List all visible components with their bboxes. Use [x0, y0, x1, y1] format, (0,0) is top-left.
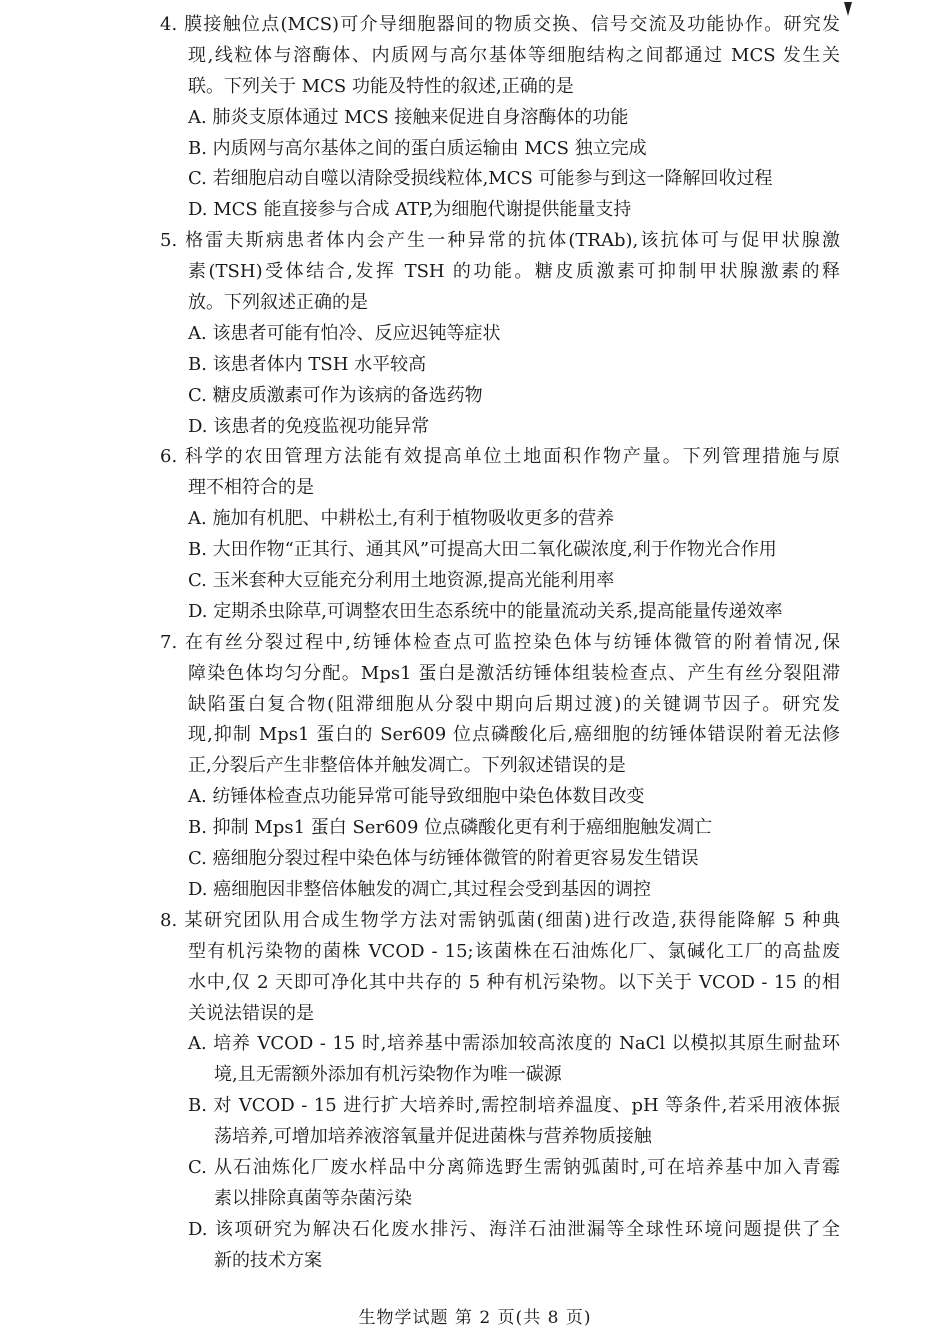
question-stem-line: 理不相符合的是 [188, 477, 314, 499]
answer-option-line: 境,且无需额外添加有机污染物作为唯一碳源 [214, 1064, 562, 1086]
question-stem-line: 素(TSH)受体结合,发挥 TSH 的功能。糖皮质激素可抑制甲状腺激素的释 [188, 261, 840, 283]
answer-option-line: C. 糖皮质激素可作为该病的备选药物 [188, 384, 483, 406]
answer-option-line: B. 内质网与高尔基体之间的蛋白质运输由 MCS 独立完成 [188, 137, 647, 159]
question-item [160, 226, 840, 442]
question-stem-line: 现,线粒体与溶酶体、内质网与高尔基体等细胞结构之间都通过 MCS 发生关 [188, 44, 840, 66]
question-item [160, 442, 840, 627]
question-stem-line: 4. 膜接触位点(MCS)可介导细胞器间的物质交换、信号交流及功能协作。研究发 [160, 14, 840, 35]
question-stem-line: 水中,仅 2 天即可净化其中共存的 5 种有机污染物。以下关于 VCOD - 15 的相 [188, 971, 840, 993]
question-stem-line: 障染色体均匀分配。Mps1 蛋白是激活纺锤体组装检查点、产生有丝分裂阻滞 [188, 662, 840, 684]
answer-option-line: B. 该患者体内 TSH 水平较高 [188, 353, 427, 375]
answer-option-line: 荡培养,可增加培养液溶氧量并促进菌株与营养物质接触 [214, 1126, 652, 1148]
question-list [160, 10, 840, 1277]
answer-option-line: A. 纺锤体检查点功能异常可能导致细胞中染色体数目改变 [188, 786, 645, 808]
question-stem-line: 缺陷蛋白复合物(阻滞细胞从分裂中期向后期过渡)的关键调节因子。研究发 [188, 693, 840, 715]
answer-option-line: D. 该项研究为解决石化废水排污、海洋石油泄漏等全球性环境问题提供了全 [188, 1218, 840, 1240]
question-item [160, 906, 840, 1277]
answer-option-line: C. 癌细胞分裂过程中染色体与纺锤体微管的附着更容易发生错误 [188, 848, 699, 870]
question-item [160, 10, 840, 226]
answer-option-line: D. 癌细胞因非整倍体触发的凋亡,其过程会受到基因的调控 [188, 878, 651, 900]
answer-option-line: B. 大田作物“正其行、通其风”可提高大田二氧化碳浓度,利于作物光合作用 [188, 539, 777, 561]
answer-option-line: D. 定期杀虫除草,可调整农田生态系统中的能量流动关系,提高能量传递效率 [188, 600, 783, 622]
answer-option-line: C. 玉米套种大豆能充分利用土地资源,提高光能利用率 [188, 570, 615, 592]
question-stem-line: 5. 格雷夫斯病患者体内会产生一种异常的抗体(TRAb),该抗体可与促甲状腺激 [160, 230, 840, 252]
answer-option-line: C. 若细胞启动自噬以清除受损线粒体,MCS 可能参与到这一降解回收过程 [188, 168, 773, 190]
corner-mark-icon [844, 2, 852, 16]
question-stem-line: 关说法错误的是 [188, 1002, 314, 1024]
answer-option-line: B. 对 VCOD - 15 进行扩大培养时,需控制培养温度、pH 等条件,若采用液体振 [188, 1095, 840, 1117]
answer-option-line: 新的技术方案 [214, 1249, 322, 1271]
question-stem-line: 联。下列关于 MCS 功能及特性的叙述,正确的是 [188, 75, 574, 97]
answer-option-line: 素以排除真菌等杂菌污染 [214, 1187, 412, 1209]
question-stem-line: 7. 在有丝分裂过程中,纺锤体检查点可监控染色体与纺锤体微管的附着情况,保 [160, 631, 840, 653]
answer-option-line: A. 培养 VCOD - 15 时,培养基中需添加较高浓度的 NaCl 以模拟其原生耐盐环 [188, 1033, 840, 1055]
question-stem-line: 8. 某研究团队用合成生物学方法对需钠弧菌(细菌)进行改造,获得能降解 5 种典 [160, 909, 840, 931]
answer-option-line: B. 抑制 Mps1 蛋白 Ser609 位点磷酸化更有利于癌细胞触发凋亡 [188, 817, 713, 839]
answer-option-line: C. 从石油炼化厂废水样品中分离筛选野生需钠弧菌时,可在培养基中加入青霉 [188, 1156, 840, 1178]
question-stem-line: 6. 科学的农田管理方法能有效提高单位土地面积作物产量。下列管理措施与原 [160, 446, 840, 468]
question-stem-line: 现,抑制 Mps1 蛋白的 Ser609 位点磷酸化后,癌细胞的纺锤体错误附着无法修 [188, 724, 840, 746]
answer-option-line: D. MCS 能直接参与合成 ATP,为细胞代谢提供能量支持 [188, 199, 632, 221]
question-stem-line: 正,分裂后产生非整倍体并触发凋亡。下列叙述错误的是 [188, 755, 626, 777]
question-stem-line: 型有机污染物的菌株 VCOD - 15;该菌株在石油炼化厂、氯碱化工厂的高盐废 [188, 940, 840, 962]
answer-option-line: D. 该患者的免疫监视功能异常 [188, 415, 430, 437]
answer-option-line: A. 施加有机肥、中耕松土,有利于植物吸收更多的营养 [188, 508, 615, 530]
question-stem-line: 放。下列叙述正确的是 [188, 292, 368, 314]
answer-option-line: A. 肺炎支原体通过 MCS 接触来促进自身溶酶体的功能 [188, 106, 629, 128]
answer-option-line: A. 该患者可能有怕冷、反应迟钝等症状 [188, 322, 501, 344]
page-footer: 生物学试题 第 2 页(共 8 页) [358, 1308, 592, 1328]
question-item [160, 628, 840, 906]
